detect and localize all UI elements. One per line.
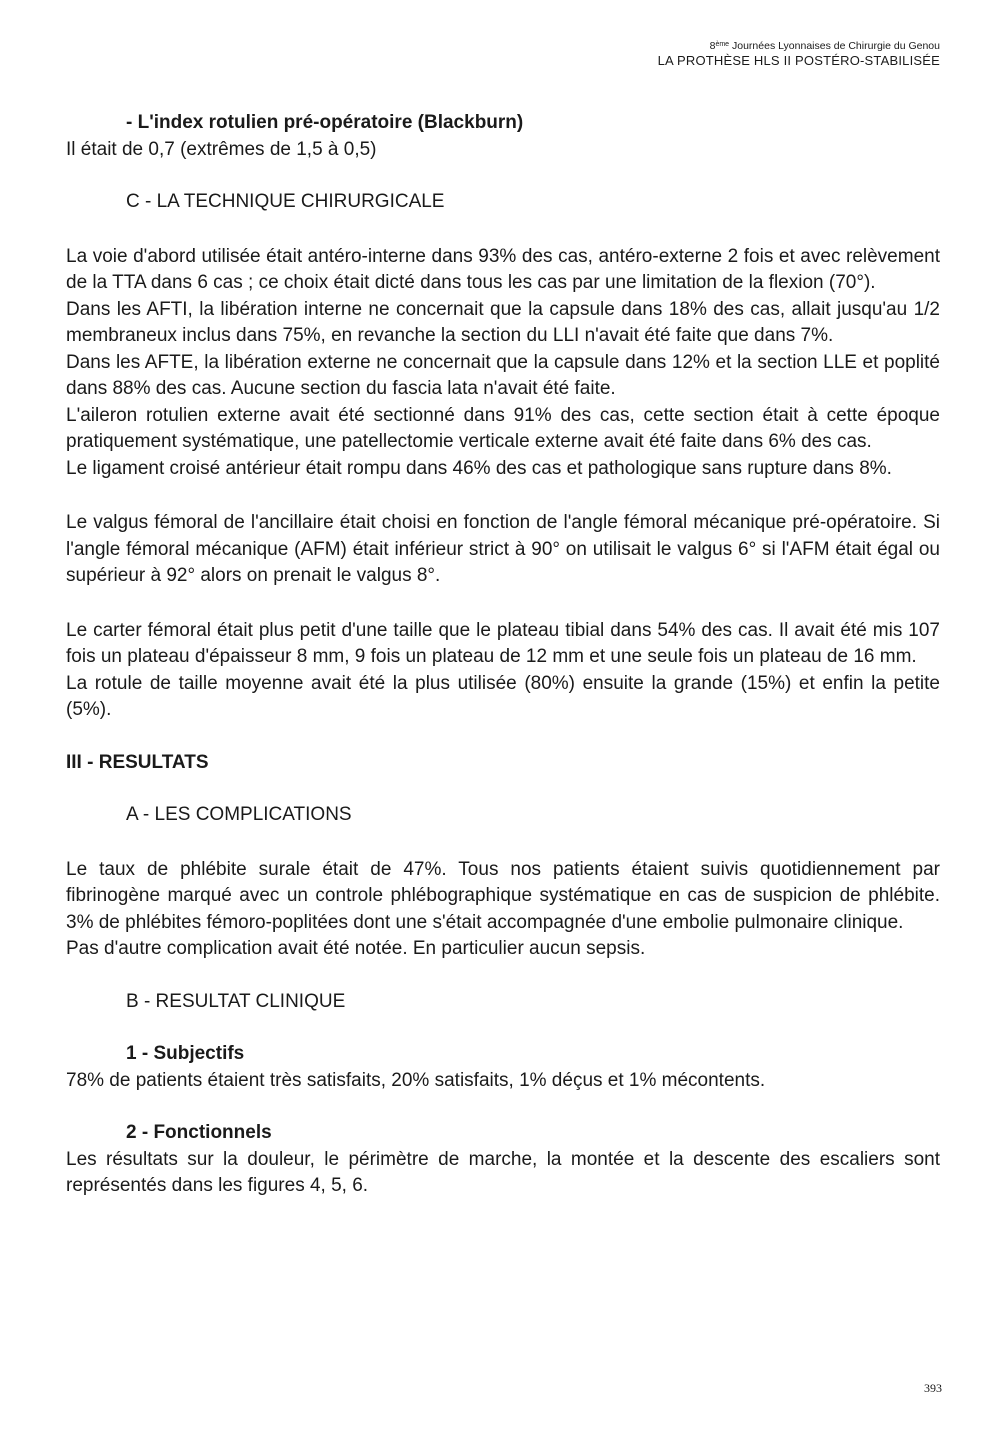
running-header <box>658 38 940 69</box>
page-number: 393 <box>924 1381 942 1395</box>
paragraph-aileron: L'aileron rotulien externe avait été sectionné dans 91% des cas, cette section était à cette époque pratiquement systématique, une patellectomie verticale externe avait été faite dans 6% des cas. <box>66 404 940 452</box>
conference-name: 8ème Journées Lyonnaises de Chirurgie du Genou <box>709 40 940 52</box>
section-c-heading: C - LA TECHNIQUE CHIRURGICALE <box>126 191 445 212</box>
subjectifs-text: 78% de patients étaient très satisfaits, 20% satisfaits, 1% déçus et 1% mécontents. <box>66 1069 766 1091</box>
paragraph-lca: Le ligament croisé antérieur était rompu dans 46% des cas et pathologique sans rupture dans 8%. <box>66 457 892 479</box>
paragraph-carter: Le carter fémoral était plus petit d'une taille que le plateau tibial dans 54% des cas. Il avait été mis 107 fois un plateau d'épaisseur 8 mm, 9 fois un plateau de 12 mm et une seule fois un plateau de 16 mm. <box>66 619 940 667</box>
article-title: LA PROTHÈSE HLS II POSTÉRO-STABILISÉE <box>657 53 940 68</box>
section-iii-heading: III - RESULTATS <box>66 751 209 773</box>
index-rotulien-text: Il était de 0,7 (extrêmes de 1,5 à 0,5) <box>66 138 377 160</box>
section-a-heading: A - LES COMPLICATIONS <box>126 804 352 825</box>
fonctionnels-text: Les résultats sur la douleur, le périmètre de marche, la montée et la descente des escaliers sont représentés dans les figures 4, 5, 6. <box>66 1148 940 1196</box>
fonctionnels-heading: 2 - Fonctionnels <box>126 1122 272 1143</box>
paragraph-afti: Dans les AFTI, la libération interne ne concernait que la capsule dans 18% des cas, allait jusqu'au 1/2 membraneux inclus dans 75%, en revanche la section du LLI n'avait été faite que dans 7%. <box>66 298 940 346</box>
paragraph-rotule: La rotule de taille moyenne avait été la plus utilisée (80%) ensuite la grande (15%) et enfin la petite (5%). <box>66 672 940 720</box>
paragraph-phlebite: Le taux de phlébite surale était de 47%. Tous nos patients étaient suivis quotidiennement par fibrinogène marqué avec un controle phlébographique systématique en cas de suspicion de phlébite. 3% de phlébites fémoro-poplitées dont une s'était accompagnée d'une embolie pulmonaire clinique. <box>66 858 940 933</box>
paragraph-afte: Dans les AFTE, la libération externe ne concernait que la capsule dans 12% et la section LLE et poplité dans 88% des cas. Aucune section du fascia lata n'avait été faite. <box>66 351 940 399</box>
index-rotulien-heading: - L'index rotulien pré-opératoire (Blackburn) <box>126 112 524 133</box>
subjectifs-heading: 1 - Subjectifs <box>126 1043 245 1064</box>
section-b-heading: B - RESULTAT CLINIQUE <box>126 990 346 1012</box>
paragraph-voie-abord: La voie d'abord utilisée était antéro-interne dans 93% des cas, antéro-externe 2 fois et avec relèvement de la TTA dans 6 cas ; ce choix était dicté dans tous les cas par une limitation de la flexion (70°). <box>66 245 940 293</box>
paragraph-autre-complication: Pas d'autre complication avait été notée. En particulier aucun sepsis. <box>66 938 646 959</box>
page-body <box>66 110 940 1200</box>
paragraph-valgus: Le valgus fémoral de l'ancillaire était choisi en fonction de l'angle fémoral mécanique pré-opératoire. Si l'angle fémoral mécanique (AFM) était inférieur strict à 90° on utilisait le valgus 6° si l'AFM était égal ou supérieur à 92° alors on prenait le valgus 8°. <box>66 512 940 586</box>
